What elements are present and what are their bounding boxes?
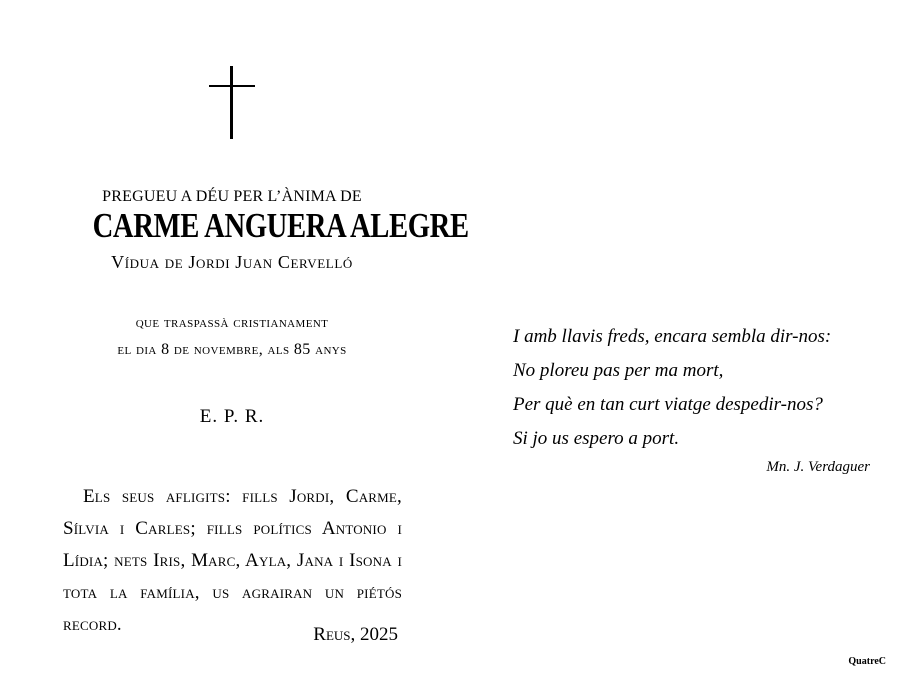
poem-author: Mn. J. Verdaguer [766, 459, 870, 475]
family-text: Els seus afligits: fills Jordi, Carme, Sílvia i Carles; fills polítics Antonio i Lídia; nets Iris, Marc, Ayla, Jana i Isona i tota la família, us agrairan un piétós record. [63, 486, 402, 635]
cross-icon [209, 66, 255, 139]
rip-text: E. P. R. [199, 406, 265, 427]
pray-text: PREGUEU A DÉU PER L’ÀNIMA DE [102, 188, 362, 205]
passed-away-text: que traspassà cristianament [135, 314, 329, 331]
poem-line: Si jo us espero a port. [513, 428, 680, 449]
poem [513, 320, 893, 456]
place-year: Reus, 2025 [313, 624, 398, 645]
deceased-name: CARME ANGUERA ALEGRE [92, 206, 469, 245]
death-date-text: el dia 8 de novembre, als 85 anys [117, 341, 347, 358]
poem-line: Per què en tan curt viatge despedir-nos? [513, 394, 823, 415]
poem-line: No ploreu pas per ma mort, [513, 360, 724, 381]
poem-line: I amb llavis freds, encara sembla dir-nos: [513, 326, 832, 347]
widow-of-text: Vídua de Jordi Juan Cervelló [111, 252, 353, 272]
printer-mark: QuatreC [848, 656, 886, 667]
